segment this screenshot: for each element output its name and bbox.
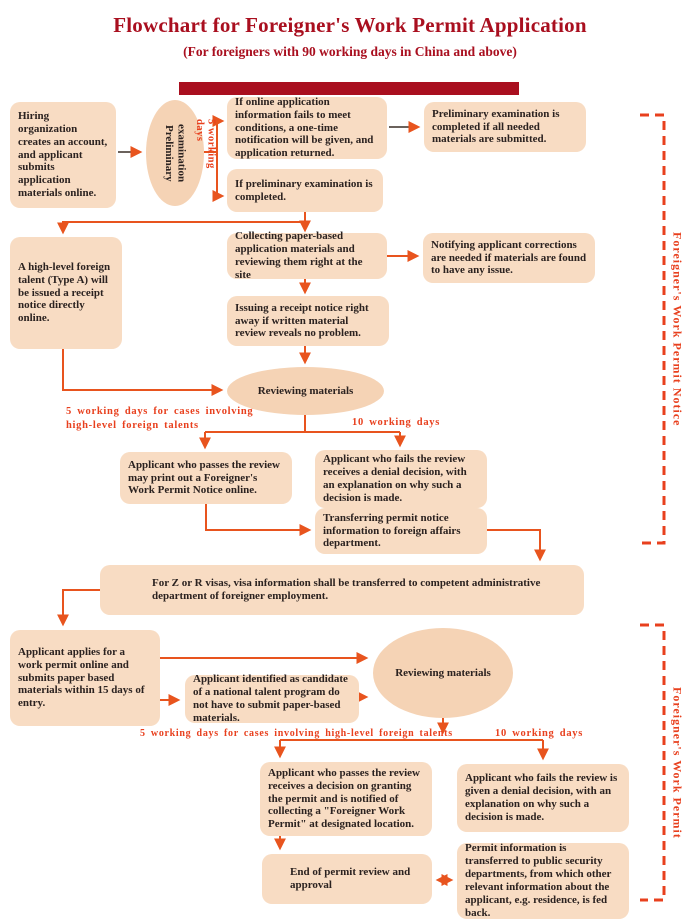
node-end-review-text: End of permit review and approval: [290, 866, 411, 891]
label-10-working-days-1: [352, 416, 440, 430]
node-issuing-receipt-text: Issuing a receipt notice right away if written material review reveals no problem.: [235, 301, 369, 340]
node-online-fail-text: If online application information fails to meet conditions, a one-time notification will be given, and application returned.: [235, 95, 374, 160]
node-reviewing-materials-2-text: Reviewing materials: [395, 666, 491, 679]
node-collecting-materials: [227, 230, 387, 281]
node-high-level-talent-text: A high-level foreign talent (Type A) will be issued a receipt notice directly online.: [18, 260, 111, 325]
label-10-working-days-2: [495, 727, 583, 741]
node-fails-review-1: [315, 450, 487, 508]
node-fails-review-2-text: Applicant who fails the review is given a denial decision, with an explanation on why such a decision is made.: [465, 772, 618, 823]
bracket-label-work-permit-text: Foreigner's Work Permit: [670, 686, 685, 839]
node-transferring-notice-text: Transferring permit notice information to foreign affairs department.: [323, 511, 461, 550]
title-divider-bar: [179, 82, 519, 95]
bracket-label-work-permit: [666, 625, 688, 900]
node-prelim-completed-condition-text: If preliminary examination is completed.: [235, 177, 373, 203]
node-preliminary-examination-text: Preliminary examination: [163, 123, 188, 183]
node-reviewing-materials-2: [373, 628, 513, 718]
node-high-level-talent: [10, 237, 122, 349]
page-subtitle: (For foreigners with 90 working days in China and above): [183, 44, 517, 59]
node-talent-candidate: [185, 675, 359, 723]
node-z-r-visas: [100, 565, 584, 615]
node-prelim-completed: [424, 102, 586, 152]
node-transferring-notice: [315, 508, 487, 554]
node-reviewing-materials-1-text: Reviewing materials: [257, 384, 354, 397]
node-collecting-materials-text: Collecting paper-based application materials and reviewing them right at the site: [235, 230, 363, 281]
node-issuing-receipt: [227, 296, 389, 346]
label-10-working-days-2-text: 10 working days: [495, 728, 584, 739]
node-notifying-corrections-text: Notifying applicant corrections are needed if materials are found to have any issue.: [431, 238, 587, 277]
node-notifying-corrections: [423, 233, 595, 283]
label-10-working-days-1-text: 10 working days: [352, 417, 441, 428]
node-passes-review-1-text: Applicant who passes the review may print out a Foreigner's Work Permit Notice online.: [128, 458, 280, 497]
page-title: Flowchart for Foreigner's Work Permit Application: [113, 13, 587, 37]
label-5-working-days-1-text: 5 working days for cases involving high-level foreign talents: [66, 406, 254, 432]
node-applies-work-permit-text: Applicant applies for a work permit online and submits paper based materials within 15 days of entry.: [18, 645, 145, 710]
node-hiring-organization: [10, 102, 116, 208]
label-5-working-days-vertical-text: 5 working days: [194, 119, 217, 169]
label-5-working-days-1: [66, 405, 256, 433]
node-end-review: [262, 854, 432, 904]
bracket-label-permit-notice: [666, 115, 688, 543]
node-fails-review-1-text: Applicant who fails the review receives a denial decision, with an explanation on why such a decision is made.: [323, 453, 467, 504]
node-z-r-visas-text: For Z or R visas, visa information shall be transferred to competent administrative department of foreigner employment.: [152, 577, 541, 602]
node-online-fail: [227, 97, 387, 159]
node-prelim-completed-condition: [227, 169, 383, 212]
node-permit-info-feedback-text: Permit information is transferred to public security departments, from which other relevant information about the applicant, e.g. residence, is fed back.: [465, 842, 612, 919]
label-5-working-days-2: [140, 727, 453, 741]
node-permit-info-feedback: [457, 843, 629, 919]
bracket-label-permit-notice-text: Foreigner's Work Permit Notice: [670, 231, 685, 427]
node-talent-candidate-text: Applicant identified as candidate of a national talent program do not have to submit paper-based materials.: [193, 673, 348, 724]
node-hiring-organization-text: Hiring organization creates an account, and applicant submits application materials online.: [18, 109, 108, 200]
node-applies-work-permit: [10, 630, 160, 726]
label-5-working-days-vertical: [194, 106, 216, 202]
node-passes-review-2: [260, 762, 432, 836]
node-fails-review-2: [457, 764, 629, 832]
node-prelim-completed-text: Preliminary examination is completed if all needed materials are submitted.: [432, 107, 560, 146]
node-passes-review-1: [120, 452, 292, 504]
node-passes-review-2-text: Applicant who passes the review receives a decision on granting the permit and is notified of collecting a "Foreigner Work Permit" at designated location.: [268, 766, 420, 831]
label-5-working-days-2-text: 5 working days for cases involving high-level foreign talents: [140, 728, 453, 739]
